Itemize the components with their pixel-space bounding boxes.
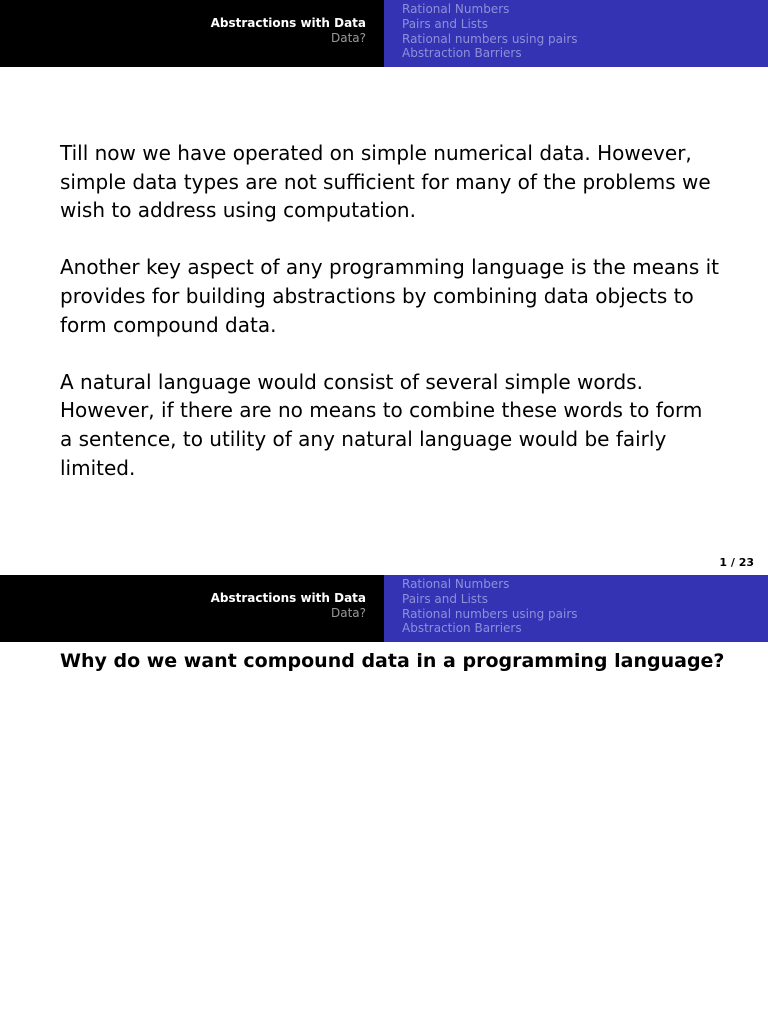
- header-nav-panel: [384, 0, 768, 67]
- subsection-nav: [402, 2, 578, 61]
- header-section-panel: [0, 575, 384, 642]
- nav-item-abstraction-barriers[interactable]: Abstraction Barriers: [402, 46, 522, 61]
- slide-header: [0, 575, 768, 642]
- paragraph-3: A natural language would consist of several simple words. However, if there are no means to combine these words to form a sentence, to utility of any natural language would be fairly limited.: [60, 369, 703, 480]
- paragraph-2: Another key aspect of any programming language is the means it provides for building abstractions by combining data objects to form compound data.: [60, 255, 720, 337]
- header-section-panel: [0, 0, 384, 67]
- section-title[interactable]: Abstractions with Data: [210, 591, 366, 605]
- slide-body: [60, 139, 720, 511]
- frame-title: Why do we want compound data in a programming language?: [60, 650, 725, 672]
- header-nav-panel: [384, 575, 768, 642]
- nav-item-abstraction-barriers[interactable]: Abstraction Barriers: [402, 621, 522, 636]
- slide-2: [0, 575, 768, 1024]
- page-number: 1 / 23: [719, 556, 754, 569]
- nav-item-pairs-and-lists[interactable]: Pairs and Lists: [402, 591, 489, 606]
- nav-item-pairs-and-lists[interactable]: Pairs and Lists: [402, 16, 489, 31]
- nav-item-rational-numbers-using-pairs[interactable]: Rational numbers using pairs: [402, 606, 578, 621]
- nav-item-rational-numbers[interactable]: Rational Numbers: [402, 2, 510, 16]
- slide-header: [0, 0, 768, 67]
- subsection-title[interactable]: Data?: [330, 31, 366, 45]
- subsection-nav: [402, 577, 578, 636]
- paragraph-1: Till now we have operated on simple numerical data. However, simple data types are not sufficient for many of the problems we wish to address using computation.: [60, 141, 711, 223]
- subsection-title[interactable]: Data?: [330, 606, 366, 620]
- section-title[interactable]: Abstractions with Data: [210, 16, 366, 30]
- nav-item-rational-numbers-using-pairs[interactable]: Rational numbers using pairs: [402, 31, 578, 46]
- nav-item-rational-numbers[interactable]: Rational Numbers: [402, 577, 510, 591]
